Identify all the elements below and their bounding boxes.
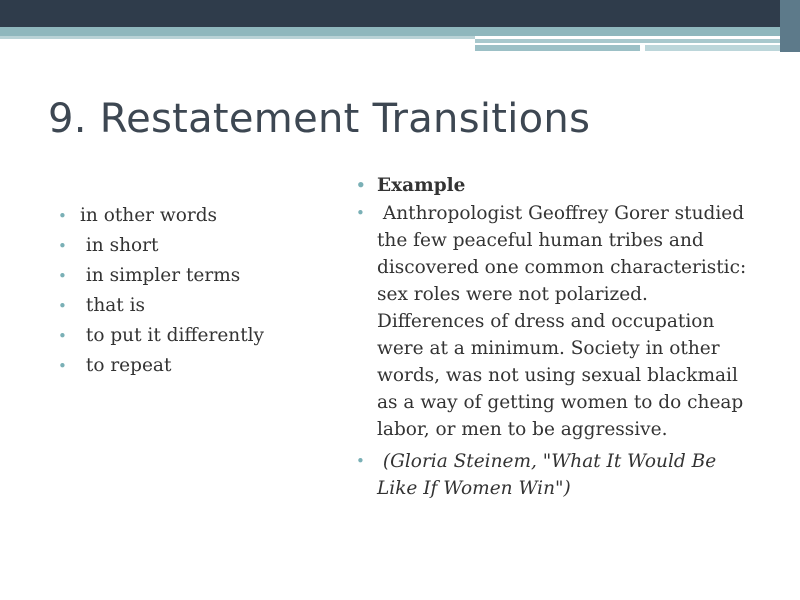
- list-item-text: in other words: [80, 205, 218, 226]
- list-item: [58, 321, 264, 351]
- list-item-text: to repeat: [80, 355, 172, 376]
- list-item: [58, 201, 264, 231]
- example-body: Anthropologist Geoffrey Gorer studied the few peaceful human tribes and discovered one common characteristic: sex roles were not polarized. Differences of dress and occupation were at a minimum. Society in other words, was not using sexual blackmail as a way of getting women to do cheap labor, or men to be aggressive.: [377, 203, 753, 440]
- bullet-icon: •: [58, 297, 67, 315]
- transition-list: [58, 201, 264, 381]
- bullet-icon: •: [58, 237, 67, 255]
- example-heading-item: [356, 172, 756, 199]
- list-item-text: in simpler terms: [80, 265, 241, 286]
- header-thin-line-right: [475, 39, 780, 43]
- header-edge-block: [780, 0, 800, 52]
- example-citation-item: [356, 448, 756, 502]
- header-dark-band: [0, 0, 780, 27]
- slide-title: 9. Restatement Transitions: [48, 96, 591, 142]
- example-list: [356, 172, 756, 502]
- example-body-item: [356, 200, 756, 443]
- bullet-icon: •: [58, 267, 67, 285]
- bullet-icon: •: [58, 327, 67, 345]
- bullet-icon: •: [356, 452, 365, 470]
- list-item-text: that is: [80, 295, 145, 316]
- bullet-icon: •: [356, 204, 365, 222]
- list-item-text: to put it differently: [80, 325, 264, 346]
- header-accent-bar: [475, 45, 640, 51]
- bullet-icon: •: [58, 357, 67, 375]
- bullet-icon: •: [58, 207, 67, 225]
- list-item: [58, 231, 264, 261]
- bullet-icon: •: [356, 176, 366, 194]
- header-teal-band: [0, 27, 780, 36]
- list-item: [58, 261, 264, 291]
- example-citation: (Gloria Steinem, "What It Would Be Like If Women Win"): [377, 451, 723, 499]
- header-accent-bar-light: [645, 45, 780, 51]
- list-item-text: in short: [80, 235, 159, 256]
- header-thin-line: [0, 36, 475, 39]
- list-item: [58, 291, 264, 321]
- list-item: [58, 351, 264, 381]
- example-heading: Example: [377, 175, 466, 196]
